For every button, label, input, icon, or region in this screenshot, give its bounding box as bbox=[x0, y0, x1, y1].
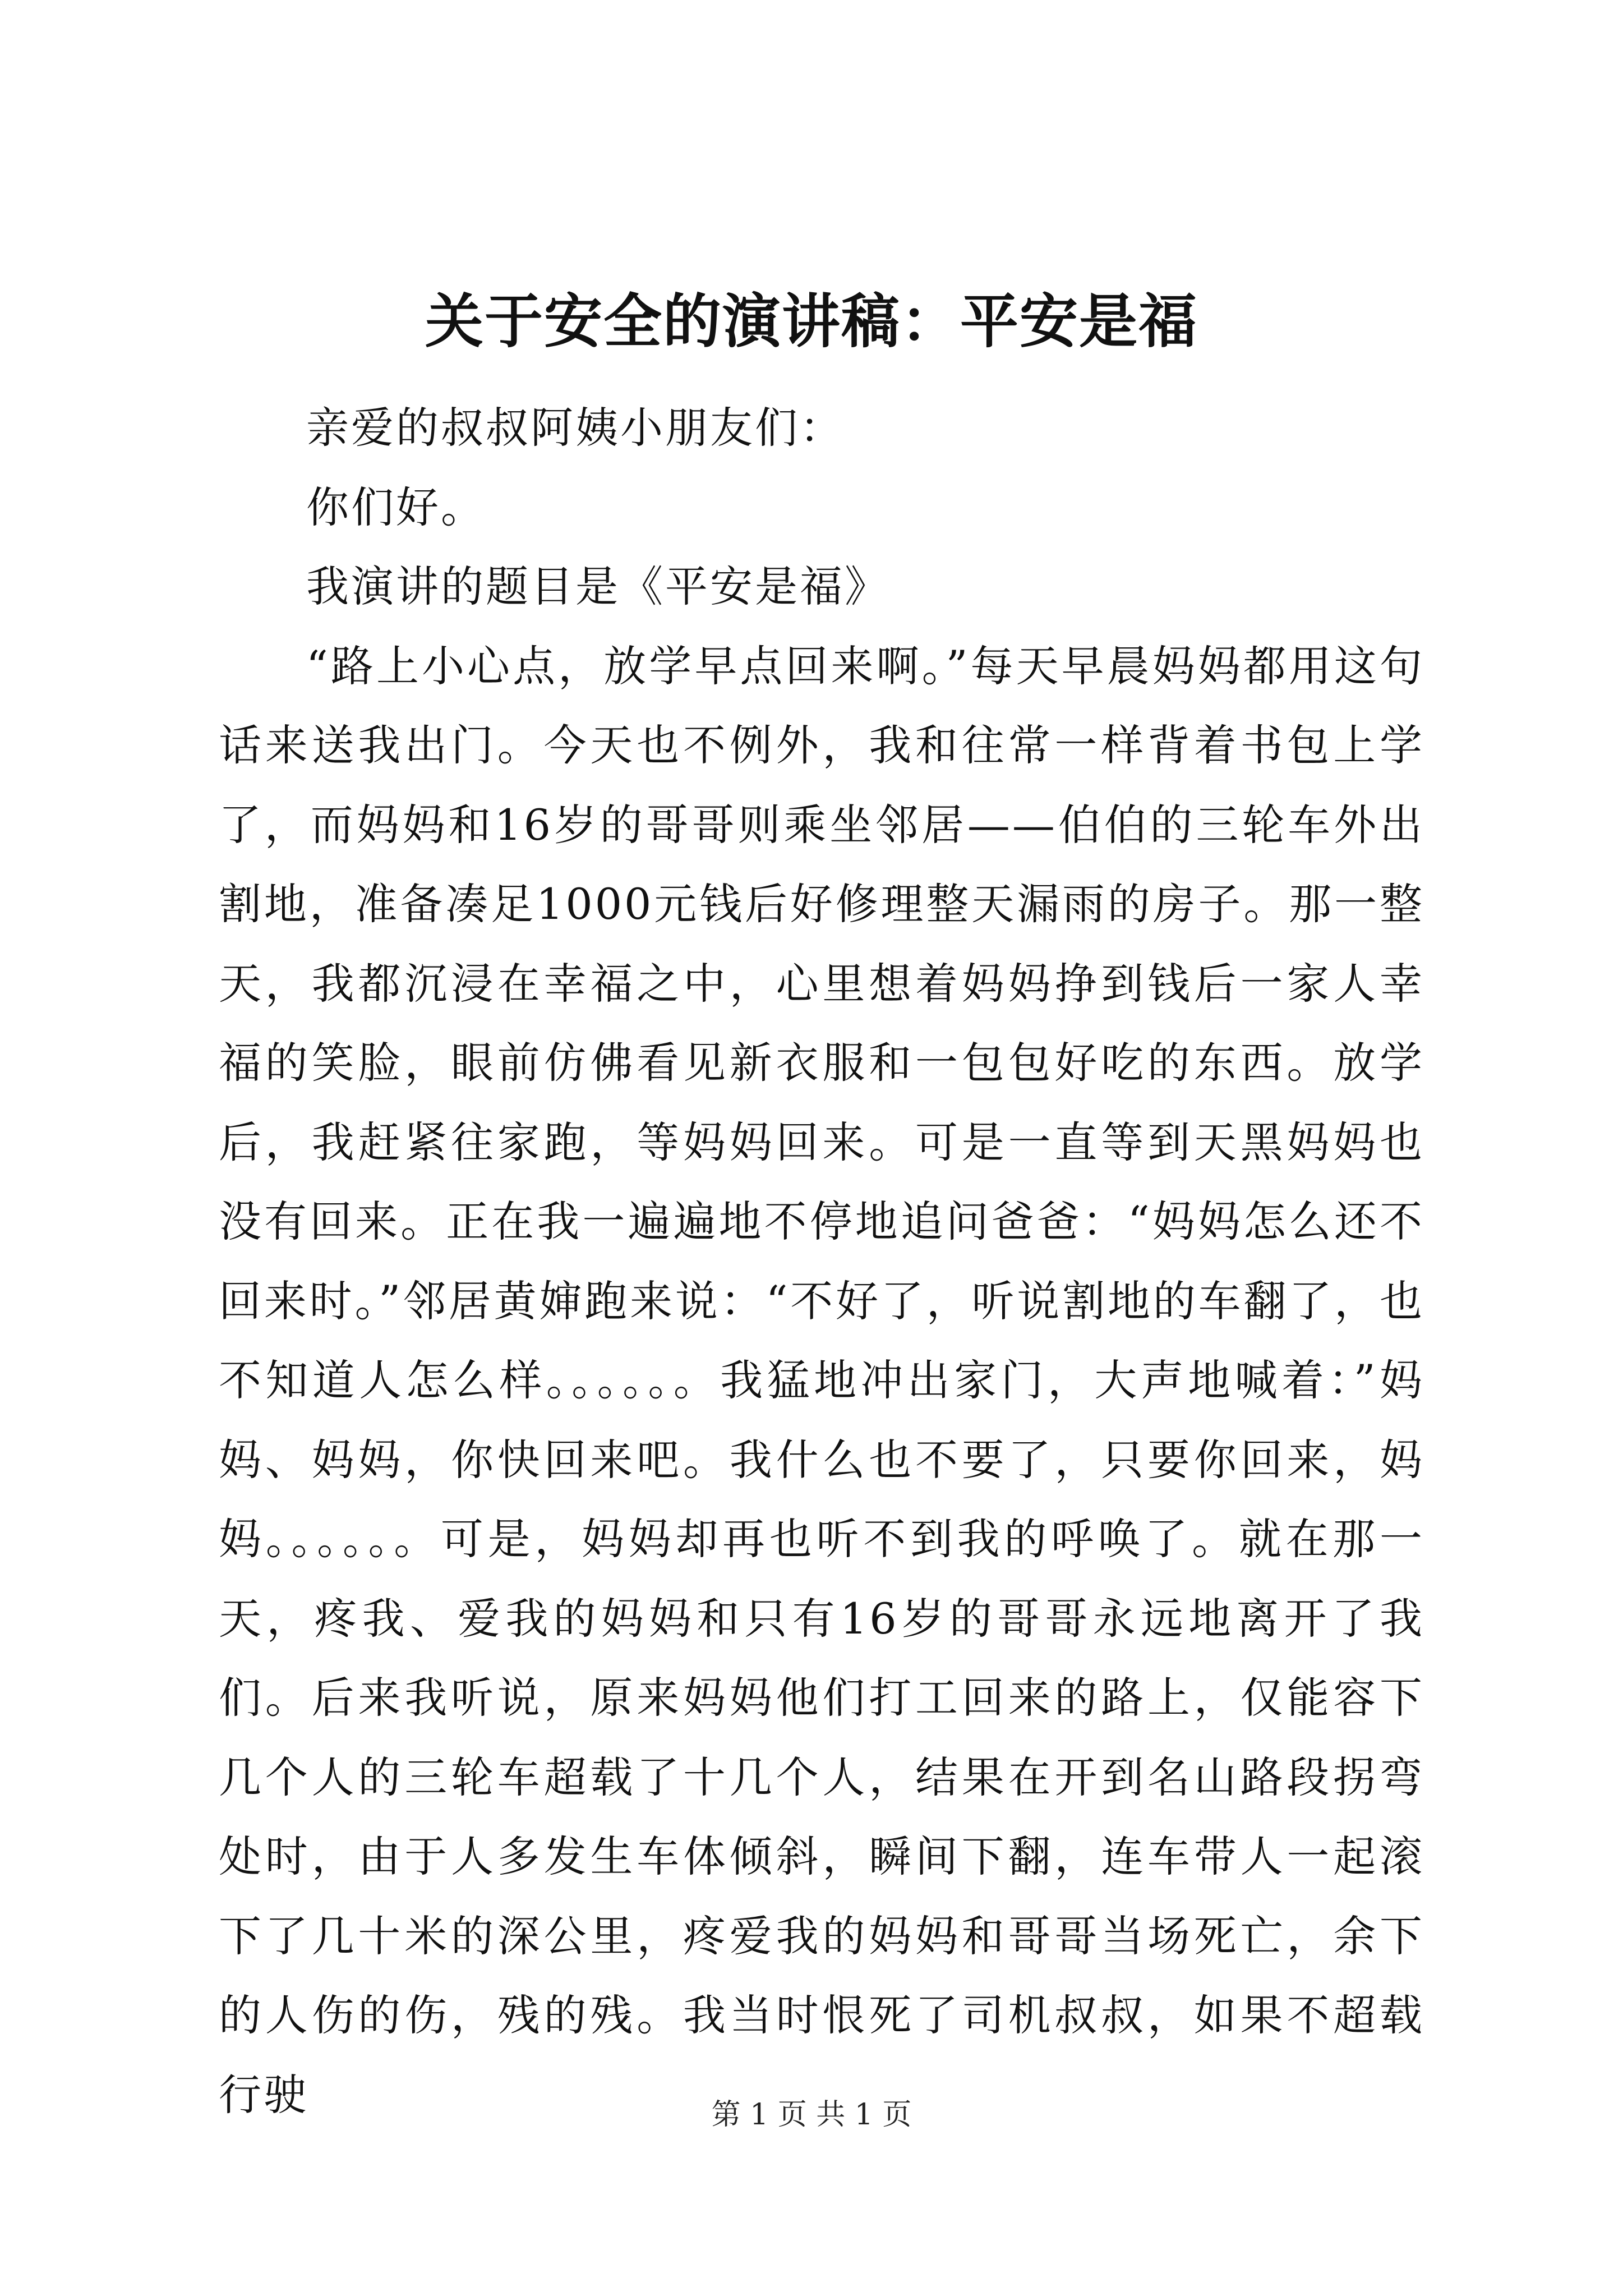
document-body bbox=[219, 388, 1424, 2134]
page-footer: 第 1 页 共 1 页 bbox=[711, 2098, 912, 2132]
topic-paragraph: 我演讲的题目是《平安是福》 bbox=[306, 562, 889, 611]
salutation-paragraph: 亲爱的叔叔阿姨小朋友们： bbox=[306, 403, 845, 453]
page-title: 关于安全的演讲稿：平安是福 bbox=[425, 287, 1198, 356]
greeting-paragraph: 你们好。 bbox=[306, 482, 486, 532]
story-paragraph: “路上小心点，放学早点回来啊。”每天早晨妈妈都用这句话来送我出门。今天也不例外，我和往常一样背着书包上学了，而妈妈和16岁的哥哥则乘坐邻居——伯伯的三轮车外出割地，准备凑足1000元钱后好修理整天漏雨的房子。那一整天，我都沉浸在幸福之中，心里想着妈妈挣到钱后一家人幸福的笑脸，眼前仿佛看见新衣服和一包包好吃的东西。放学后，我赶紧往家跑，等妈妈回来。可是一直等到天黑妈妈也没有回来。正在我一遍遍地不停地追问爸爸：“妈妈怎么还不回来时。”邻居黄婶跑来说：“不好了，听说割地的车翻了，也不知道人怎么样。。。。。。我猛地冲出家门，大声地喊着：”妈妈、妈妈，你快回来吧。我什么也不要了，只要你回来，妈妈。。。。。。可是，妈妈却再也听不到我的呼唤了。就在那一天，疼我、爱我的妈妈和只有16岁的哥哥永远地离开了我们。后来我听说，原来妈妈他们打工回来的路上，仅能容下几个人的三轮车超载了十几个人，结果在开到名山路段拐弯处时，由于人多发生车体倾斜，瞬间下翻，连车带人一起滚下了几十米的深公里，疼爱我的妈妈和哥哥当场死亡，余下的人伤的伤，残的残。我当时恨死了司机叔叔，如果不超载行驶 bbox=[219, 641, 1424, 2120]
